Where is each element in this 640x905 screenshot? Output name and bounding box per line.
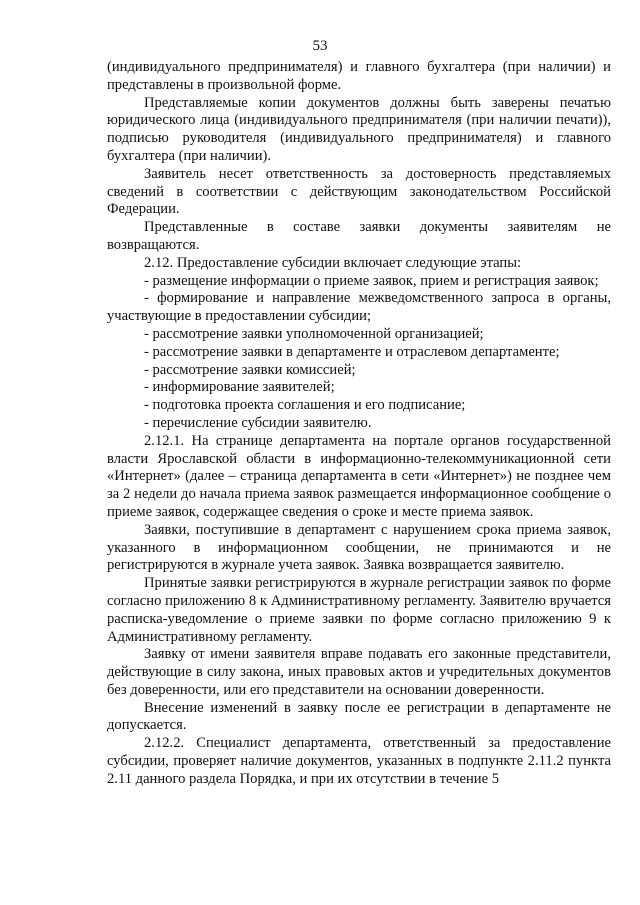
paragraph: 2.12. Предоставление субсидии включает следующие этапы:	[144, 254, 522, 271]
paragraph: 2.12.2. Специалист департамента, ответственный за предоставление субсидии, проверяет наличие документов, указанных в подпункте 2.11.2 пункта 2.11 данного раздела Порядка, и при их отсутствии в течение 5	[107, 735, 611, 787]
paragraph: Принятые заявки регистрируются в журнале регистрации заявок по форме согласно приложению 8 к Административному регламенту. Заявителю вручается расписка-уведомление о приеме заявки по форме согласно приложению 9 к Административному регламенту.	[107, 575, 611, 645]
paragraph: - рассмотрение заявки уполномоченной организацией;	[144, 325, 484, 342]
paragraph: Заявку от имени заявителя вправе подавать его законные представители, действующие в силу закона, иных правовых актов и учредительных документов без доверенности, или его представители на основании доверенности.	[107, 646, 611, 698]
paragraph: Заявки, поступившие в департамент с нарушением срока приема заявок, указанного в информационном сообщении, не принимаются и не регистрируются в журнале учета заявок. Заявка возвращается заявителю.	[107, 521, 611, 574]
paragraph: Представленные в составе заявки документы заявителям не возвращаются.	[107, 219, 611, 253]
document-body	[107, 59, 611, 789]
page-number: 53	[312, 38, 328, 54]
paragraph: Заявитель несет ответственность за достоверность представляемых сведений в соответствии с действующим законодательством Российской Федерации.	[107, 165, 611, 218]
paragraph: - перечисление субсидии заявителю.	[144, 414, 372, 431]
paragraph: Представляемые копии документов должны быть заверены печатью юридического лица (индивидуального предпринимателя (при наличии печати)), подписью руководителя (индивидуального предпринимателя) и главного бухгалтера (при наличии).	[107, 94, 611, 164]
paragraph: - подготовка проекта соглашения и его подписание;	[144, 397, 466, 414]
paragraph: - формирование и направление межведомственного запроса в органы, участвующие в предоставлении субсидии;	[107, 290, 611, 325]
paragraph: Внесение изменений в заявку после ее регистрации в департаменте не допускается.	[107, 699, 611, 734]
paragraph: (индивидуального предпринимателя) и главного бухгалтера (при наличии) и представлены в произвольной форме.	[107, 59, 611, 93]
paragraph: - рассмотрение заявки комиссией;	[144, 361, 356, 378]
paragraph: - информирование заявителей;	[144, 379, 335, 396]
paragraph: 2.12.1. На странице департамента на портале органов государственной власти Ярославской области в информационно-телекоммуникационной сети «Интернет» (далее – страница департамента в сети «Интернет») не позднее чем за 2 недели до начала приема заявок размещается информационное сообщение о приеме заявок, содержащее сведения о сроке и месте приема заявок.	[107, 432, 611, 520]
paragraph: - рассмотрение заявки в департаменте и отраслевом департаменте;	[144, 343, 560, 360]
paragraph: - размещение информации о приеме заявок, прием и регистрация заявок;	[144, 272, 599, 289]
